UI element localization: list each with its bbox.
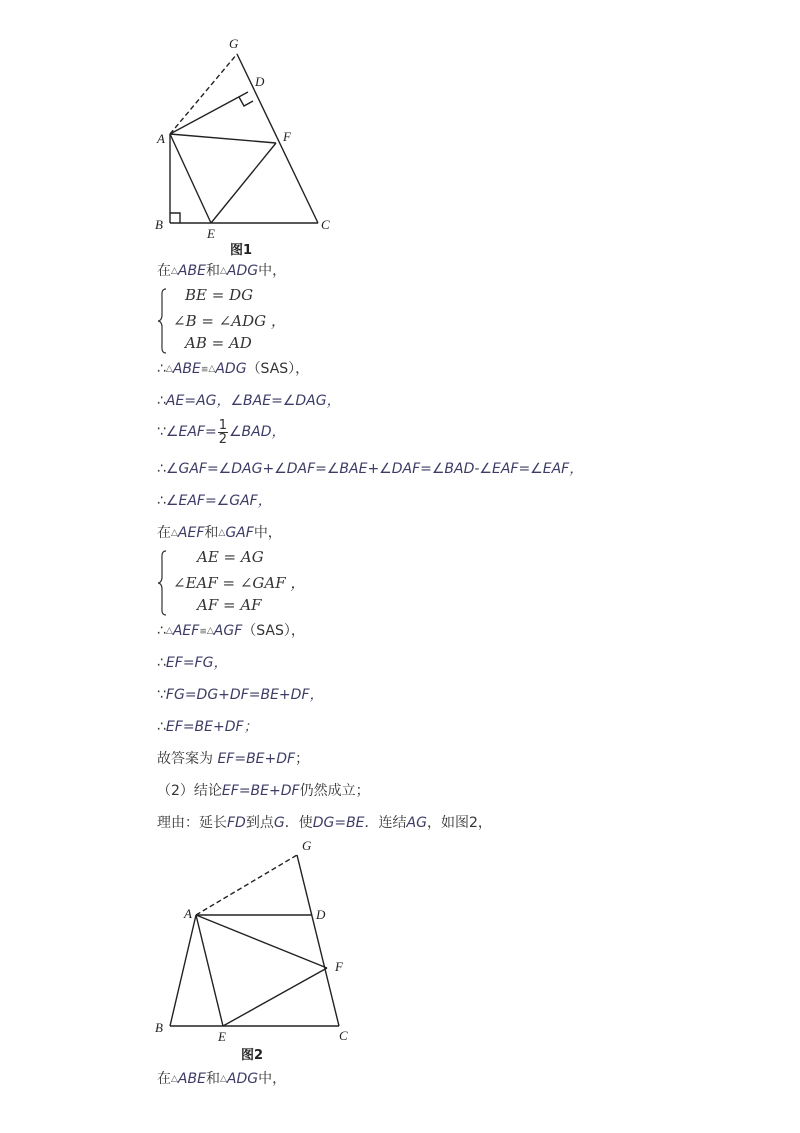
text: ；: [295, 751, 310, 767]
line-7: [157, 524, 282, 542]
sys1-row-3: AB = AD: [185, 334, 252, 352]
math: GAF: [225, 525, 254, 541]
text: 中，: [258, 263, 287, 279]
math: AE=AG，∠BAE=∠DAG，: [165, 393, 341, 409]
line-6: [157, 492, 272, 510]
equation-system-1: [157, 286, 337, 358]
figure-2: [150, 836, 360, 1066]
triangle-icon: △: [206, 626, 214, 636]
sys2-row-2: ∠EAF = ∠GAF ，: [173, 574, 306, 592]
math: ABE: [177, 1071, 206, 1087]
text: 在: [157, 525, 171, 541]
text: 和: [205, 263, 220, 279]
text: ∴: [157, 623, 166, 639]
fraction: [218, 419, 228, 446]
text: ．连结: [364, 815, 407, 831]
math: ABE: [177, 263, 206, 279]
fig1-label-a: A: [157, 131, 165, 146]
text: ∴: [157, 361, 166, 377]
line-15: [157, 1070, 286, 1088]
math: EF=BE+DF；: [165, 719, 258, 735]
text: 在: [157, 263, 171, 279]
text: 和: [204, 525, 219, 541]
brace-icon: [157, 288, 167, 354]
equation-system-2: [157, 548, 357, 620]
triangle-icon: △: [171, 1074, 178, 1084]
math: AEF: [172, 623, 200, 639]
triangle-icon: △: [171, 266, 178, 276]
line-3: [157, 392, 341, 410]
math: FD: [227, 815, 246, 831]
fig2-label-e: E: [218, 1029, 226, 1044]
line-12: [157, 750, 309, 768]
math: ABE: [172, 361, 201, 377]
text: 理由：延长: [157, 815, 227, 831]
triangle-icon: △: [208, 364, 216, 374]
congruent-symbol: ≌: [199, 627, 207, 637]
math: G: [273, 815, 285, 831]
fraction-numerator: 1: [218, 417, 227, 433]
triangle-icon: △: [219, 266, 227, 276]
figure-2-diagram: [150, 836, 360, 1066]
line-9: [157, 654, 227, 672]
math: EF=BE+DF: [221, 783, 300, 799]
fig2-label-d: D: [316, 907, 326, 922]
fig2-caption: 图2: [241, 1048, 264, 1063]
math: EF=FG，: [165, 655, 228, 671]
congruent-symbol: ≌: [200, 365, 209, 375]
line-2: [157, 360, 309, 379]
triangle-icon: △: [165, 626, 173, 636]
text: 仍然成立；: [299, 783, 370, 799]
sys2-row-1: AE = AG: [197, 548, 264, 566]
math: AGF: [213, 623, 243, 639]
text: ∴: [157, 493, 166, 509]
line-11: [157, 718, 258, 736]
sys2-row-3: AF = AF: [197, 596, 262, 614]
fig1-label-c: C: [321, 217, 330, 232]
fig1-caption: 图1: [230, 243, 253, 258]
fig1-label-f: F: [283, 129, 291, 144]
math: ADG: [215, 361, 247, 377]
fig2-label-a: A: [184, 906, 192, 921]
line-13: [157, 782, 370, 800]
math: ADG: [226, 1071, 259, 1087]
text: （SAS），: [242, 623, 305, 639]
fig2-label-b: B: [155, 1020, 163, 1035]
triangle-icon: △: [165, 364, 173, 374]
math: FG=DG+DF=BE+DF，: [165, 687, 324, 703]
fig2-label-c: C: [339, 1028, 348, 1043]
figure-1: [150, 34, 350, 259]
line-8: [157, 622, 305, 641]
text: ∴: [157, 655, 166, 671]
text: ．使: [284, 815, 313, 831]
fig1-label-g: G: [229, 36, 239, 51]
text: 故答案为: [157, 751, 218, 767]
text: 和: [205, 1071, 220, 1087]
fig2-label-f: F: [335, 959, 343, 974]
brace-icon: [157, 550, 167, 616]
fraction-denominator: 2: [218, 431, 227, 447]
sys1-row-1: BE = DG: [185, 286, 254, 304]
math: ∠GAF=∠DAG+∠DAF=∠BAE+∠DAF=∠BAD-∠EAF=∠EAF，: [165, 461, 584, 477]
text: ∴: [157, 719, 166, 735]
math: AEF: [177, 525, 205, 541]
line-4: [157, 418, 285, 446]
text: （2）结论: [157, 783, 222, 799]
text: ∴: [157, 461, 166, 477]
triangle-icon: △: [218, 528, 226, 538]
math: ADG: [226, 263, 259, 279]
math: ∠EAF=: [165, 424, 217, 440]
fig2-label-g: G: [302, 838, 312, 853]
fig1-label-d: D: [255, 74, 265, 89]
text: （SAS），: [246, 361, 310, 377]
fig1-label-b: B: [155, 217, 163, 232]
text: ∵: [157, 424, 166, 440]
text: 中，: [253, 525, 282, 541]
math: EF=BE+DF: [217, 751, 296, 767]
math: DG=BE: [312, 815, 365, 831]
text: 到点: [245, 815, 274, 831]
text: ∵: [157, 687, 166, 703]
line-10: [157, 686, 324, 704]
text: ∴: [157, 393, 166, 409]
text: ，如图2，: [426, 815, 492, 831]
figure-1-diagram: [150, 34, 350, 259]
sys1-row-2: ∠B = ∠ADG ，: [173, 312, 286, 330]
fig1-label-e: E: [207, 226, 215, 241]
triangle-icon: △: [171, 528, 178, 538]
math: AG: [406, 815, 427, 831]
triangle-icon: △: [219, 1074, 227, 1084]
math: ∠BAD，: [228, 424, 286, 440]
line-5: [157, 460, 583, 478]
line-1: [157, 262, 286, 280]
text: 在: [157, 1071, 171, 1087]
text: 中，: [258, 1071, 287, 1087]
line-14: [157, 814, 492, 832]
math: ∠EAF=∠GAF，: [165, 493, 272, 509]
